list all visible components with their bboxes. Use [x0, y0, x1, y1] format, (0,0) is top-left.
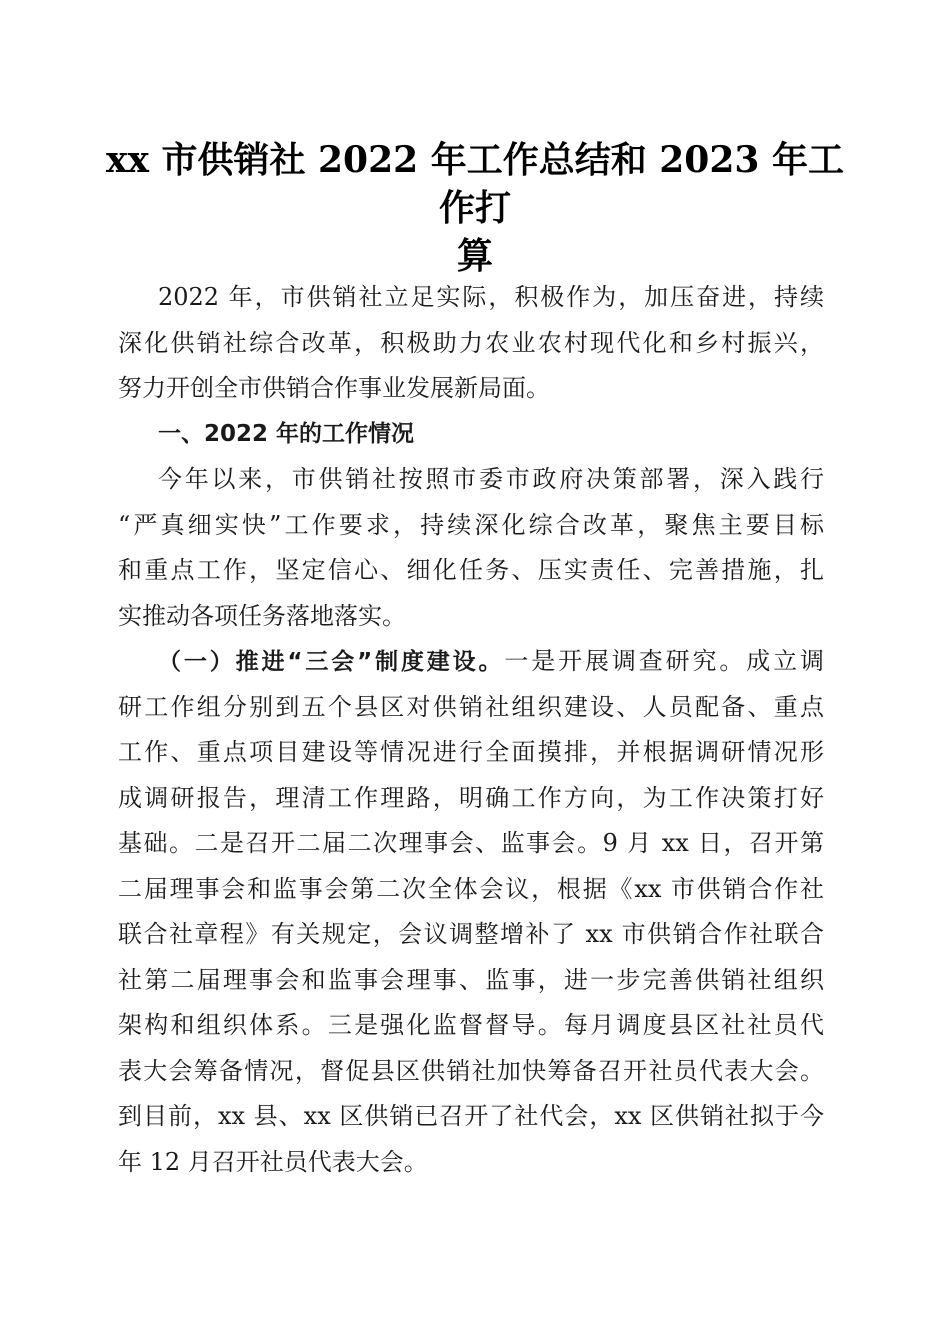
paragraph-line: 2022 年，市供销社立足实际，积极作为，加压奋进，持续 [158, 283, 824, 311]
paragraph-line: 工作、重点项目建设等情况进行全面摸排，并根据调研情况形 [118, 738, 824, 766]
paragraph-line: 社第二届理事会和监事会理事、监事，进一步完善供销社组织 [118, 965, 824, 994]
document-body [118, 275, 824, 1185]
section-heading: 一、2022 年的工作情况 [158, 420, 415, 447]
title-line-2: 算 [456, 235, 493, 277]
paragraph-line: 联合社章程》有关规定，会议调整增补了 xx 市供销合作社联合 [118, 920, 824, 948]
paragraph-line: 基础。二是召开二届二次理事会、监事会。9 月 xx 日，召开第 [118, 829, 824, 857]
paragraph-line: 二届理事会和监事会第二次全体会议，根据《xx 市供销合作社 [118, 874, 824, 903]
subsection-heading: （一）推进“三会”制度建设。 [158, 649, 505, 675]
paragraph-line: 架构和组织体系。三是强化监督督导。每月调度县区社社员代 [118, 1011, 824, 1039]
paragraph-line: 今年以来，市供销社按照市委市政府决策部署，深入践行 [158, 465, 824, 493]
paragraph-line: 表大会筹备情况，督促县区供销社加快筹备召开社员代表大会。 [118, 1056, 824, 1085]
paragraph-line: 实推动各项任务落地落实。 [118, 601, 406, 630]
title-line-1: xx 市供销社 2022 年工作总结和 2023 年工作打 [106, 139, 844, 229]
paragraph-line: “严真细实快”工作要求，持续深化综合改革，聚焦主要目标 [118, 510, 824, 539]
document-title [100, 136, 850, 280]
paragraph-line: 成调研报告，理清工作理路，明确工作方向，为工作决策打好 [118, 783, 824, 812]
paragraph-line: 年 12 月召开社员代表大会。 [118, 1147, 428, 1176]
paragraph-line: 和重点工作，坚定信心、细化任务、压实责任、完善措施，扎 [118, 556, 824, 584]
paragraph-line: 努力开创全市供销合作事业发展新局面。 [118, 374, 550, 402]
paragraph-text: 一是开展调查研究。成立调 [504, 647, 824, 675]
paragraph-line: 深化供销社综合改革，积极助力农业农村现代化和乡村振兴， [118, 328, 824, 357]
paragraph-line: 到目前，xx 县、xx 区供销已召开了社代会，xx 区供销社拟于今 [118, 1102, 824, 1130]
paragraph-line [118, 639, 824, 685]
paragraph-line: 研工作组分别到五个县区对供销社组织建设、人员配备、重点 [118, 692, 824, 721]
